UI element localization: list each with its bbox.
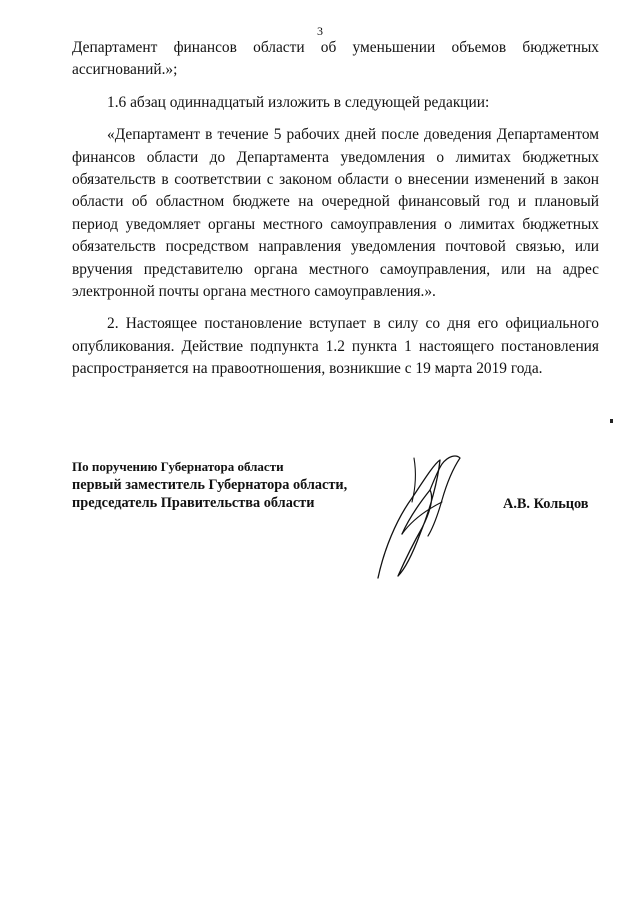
signer-name: А.В. Кольцов: [503, 496, 589, 512]
signatory-title-line: председатель Правительства области: [72, 495, 315, 511]
paragraph-effective-date: 2. Настоящее постановление вступает в силу со дня его официального опубликования. Действие подпункта 1.2 пункта 1 настоящего постановления распространяется на правоотношения, возникшие с 19 марта 2019 года.: [72, 315, 599, 378]
signatory-position-line: первый заместитель Губернатора области,: [72, 477, 348, 493]
signatory-authority-line: По поручению Губернатора области: [72, 459, 284, 474]
signature-block: [72, 458, 372, 512]
stray-mark: [610, 419, 613, 423]
paragraph-amendment-1-6: 1.6 абзац одиннадцатый изложить в следующей редакции:: [107, 93, 490, 111]
page-number: 3: [317, 24, 323, 38]
paragraph-amendment-text: «Департамент в течение 5 рабочих дней после доведения Департаментом финансов области до Департамента уведомления о лимитах бюджетных обязательств в соответствии с законом области о внесении изменений в закон области об областном бюджете на очередной финансовый год и плановый период уведомляет органы местного самоуправления о лимитах бюджетных обязательств посредством направления уведомления почтовой связью, или вручения представителю органа местного самоуправления, или на адрес электронной почты органа местного самоуправления.».: [72, 126, 599, 301]
paragraph-continuation: Департамент финансов области об уменьшении объемов бюджетных ассигнований.»;: [72, 39, 599, 79]
document-body: [72, 37, 599, 391]
handwritten-signature: [372, 450, 472, 582]
